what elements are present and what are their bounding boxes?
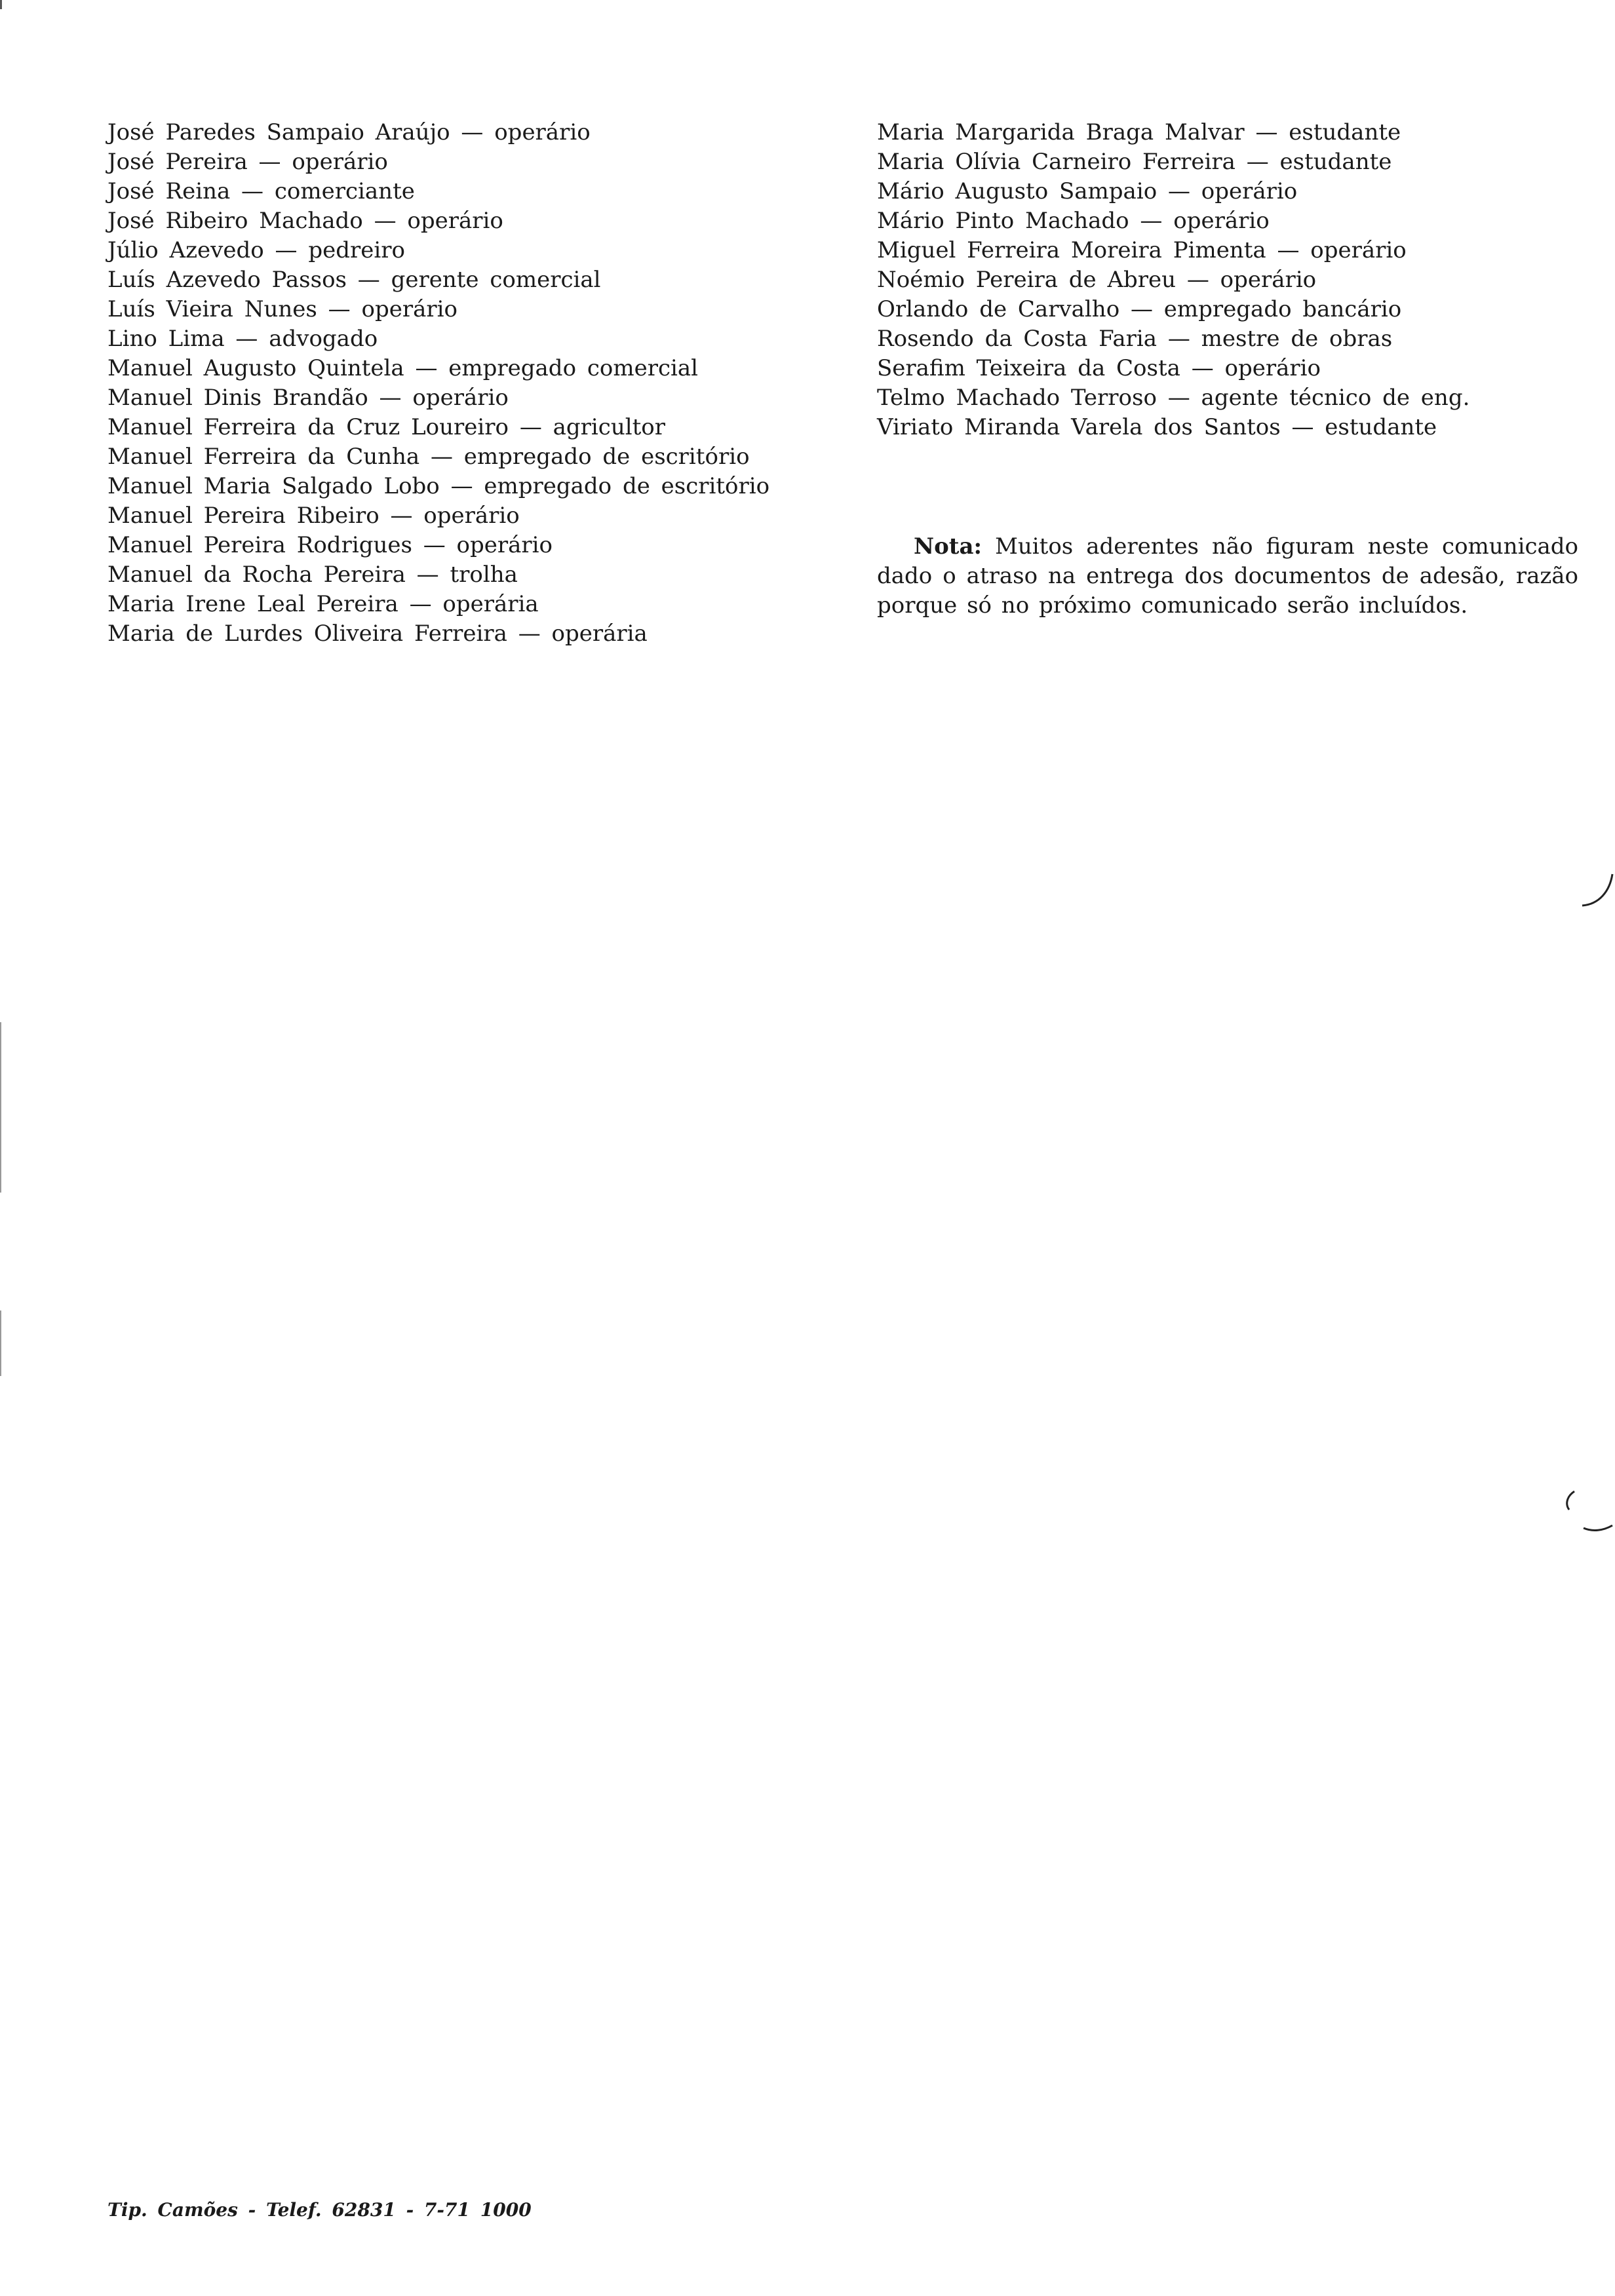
scan-edge-mark — [0, 0, 2, 9]
list-item: Maria Margarida Braga Malvar — estudante — [877, 119, 1401, 145]
list-item: Manuel Ferreira da Cunha — empregado de escritório — [107, 444, 750, 470]
list-item: José Reina — comerciante — [107, 178, 415, 204]
list-item: Telmo Machado Terroso — agente técnico de eng. — [877, 385, 1470, 411]
scan-curve-mark — [1580, 871, 1615, 911]
list-item: Manuel da Rocha Pereira — trolha — [107, 562, 518, 588]
list-item: Orlando de Carvalho — empregado bancário — [877, 296, 1402, 322]
list-item: Mário Pinto Machado — operário — [877, 208, 1270, 234]
list-item: Noémio Pereira de Abreu — operário — [877, 267, 1317, 293]
list-item: Lino Lima — advogado — [107, 326, 378, 352]
list-item: Manuel Maria Salgado Lobo — empregado de escritório — [107, 473, 770, 499]
list-item: Luís Azevedo Passos — gerente comercial — [107, 267, 601, 293]
list-item: Manuel Ferreira da Cruz Loureiro — agricultor — [107, 414, 665, 440]
note-paragraph — [877, 532, 1578, 621]
list-item: Miguel Ferreira Moreira Pimenta — operário — [877, 237, 1407, 263]
list-item: Maria de Lurdes Oliveira Ferreira — operária — [107, 621, 648, 647]
adherents-list-right — [877, 118, 1585, 442]
list-item: José Pereira — operário — [107, 149, 388, 175]
list-item: Maria Olívia Carneiro Ferreira — estudante — [877, 149, 1392, 175]
scan-curve-mark — [1560, 1487, 1615, 1540]
list-item: Manuel Pereira Ribeiro — operário — [107, 503, 520, 529]
scan-edge-mark — [0, 1311, 1, 1376]
list-item: Serafim Teixeira da Costa — operário — [877, 355, 1321, 381]
list-item: José Paredes Sampaio Araújo — operário — [107, 119, 591, 145]
list-item: Rosendo da Costa Faria — mestre de obras — [877, 326, 1393, 352]
list-item: Maria Irene Leal Pereira — operária — [107, 591, 539, 617]
list-item: Manuel Dinis Brandão — operário — [107, 385, 509, 411]
list-item: Mário Augusto Sampaio — operário — [877, 178, 1298, 204]
list-item: Manuel Augusto Quintela — empregado comercial — [107, 355, 699, 381]
list-item: Viriato Miranda Varela dos Santos — estudante — [877, 414, 1437, 440]
list-item: Luís Vieira Nunes — operário — [107, 296, 457, 322]
list-item: Júlio Azevedo — pedreiro — [107, 237, 405, 263]
scan-edge-mark — [0, 1022, 1, 1193]
list-item: José Ribeiro Machado — operário — [107, 208, 503, 234]
note-text: Muitos aderentes não figuram neste comunicado dado o atraso na entrega dos documentos de adesão, razão porque só no próximo comunicado serão incluídos. — [877, 533, 1578, 619]
printer-footer: Tip. Camões - Telef. 62831 - 7-71 1000 — [107, 2199, 532, 2221]
adherents-list-left — [107, 118, 835, 649]
list-item: Manuel Pereira Rodrigues — operário — [107, 532, 553, 558]
note-label: Nota: — [914, 533, 983, 560]
